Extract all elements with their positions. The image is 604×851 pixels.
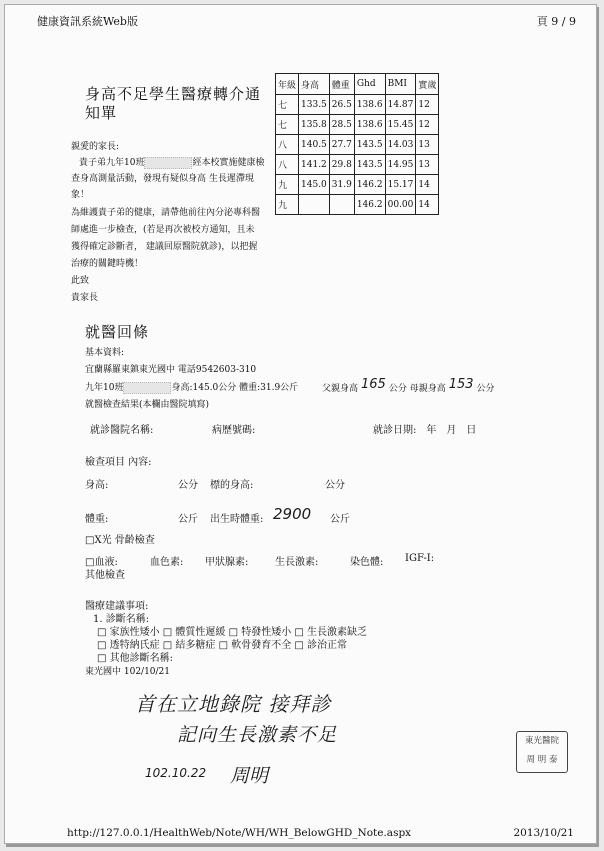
table-cell: 14.95 bbox=[385, 155, 416, 175]
table-row bbox=[276, 95, 439, 115]
notice-p1d: 象！ bbox=[71, 190, 90, 200]
notice-p1c: 查身高測量活動，發現有疑似身高 生長遲滯現 bbox=[71, 174, 254, 184]
basic-info-label: 基本資料: bbox=[85, 348, 125, 358]
th-weight: 體重 bbox=[329, 74, 354, 95]
growth-table bbox=[275, 73, 439, 215]
table-row bbox=[276, 115, 439, 135]
height-unit: 公分 bbox=[476, 384, 495, 394]
table-cell: 135.8 bbox=[299, 115, 330, 135]
table-row bbox=[276, 135, 439, 155]
mother-height-value: 153 bbox=[448, 377, 474, 392]
diagnosis-options-1: □ 家族性矮小 □ 體質性遲緩 □ 特發性矮小 □ 生長激素缺乏 bbox=[97, 627, 368, 638]
height-label: 身高: bbox=[85, 480, 109, 491]
table-cell: 14 bbox=[416, 195, 439, 215]
table-cell: 九 bbox=[276, 175, 299, 195]
table-cell: 28.5 bbox=[329, 115, 354, 135]
table-cell: 27.7 bbox=[329, 135, 354, 155]
hemoglobin-label: 血色素: bbox=[150, 557, 184, 568]
birth-weight-value: 2900 bbox=[273, 505, 312, 523]
xray-checkbox: □X光 骨齡檢查 bbox=[85, 535, 155, 546]
notice-title-1: 身高不足學生醫療轉介通 bbox=[85, 85, 262, 103]
reply-title: 就醫回條 bbox=[85, 323, 150, 341]
table-cell bbox=[299, 195, 330, 215]
table-cell: 00.00 bbox=[385, 195, 416, 215]
table-cell: 138.6 bbox=[354, 95, 385, 115]
weight-unit: 公斤 bbox=[178, 514, 198, 525]
hospital-name-label: 就診醫院名稱: bbox=[90, 425, 154, 436]
table-cell: 143.5 bbox=[354, 155, 385, 175]
table-cell: 14 bbox=[416, 175, 439, 195]
student-stats-row bbox=[85, 380, 298, 394]
blood-checkbox: □血液: bbox=[85, 557, 118, 568]
notice-p2d: 治療的關鍵時機！ bbox=[71, 259, 144, 269]
table-cell: 145.0 bbox=[299, 175, 330, 195]
result-note: 就醫檢查結果(本欄由醫院填寫) bbox=[85, 400, 210, 410]
table-cell: 14.03 bbox=[385, 135, 416, 155]
notice-p1a-row bbox=[79, 155, 264, 169]
table-cell: 138.6 bbox=[354, 115, 385, 135]
stamp-line-1: 東光醫院 bbox=[524, 736, 559, 746]
table-cell: 143.5 bbox=[354, 135, 385, 155]
table-cell: 八 bbox=[276, 155, 299, 175]
handwritten-date: 102.10.22 bbox=[145, 766, 207, 780]
table-cell: 133.5 bbox=[299, 95, 330, 115]
notice-p2b: 師處進一步檢查，(若是再次被校方通知，且未 bbox=[71, 225, 255, 235]
table-cell: 13 bbox=[416, 135, 439, 155]
table-row bbox=[276, 155, 439, 175]
greeting: 親愛的家長: bbox=[71, 142, 120, 152]
table-cell: 13 bbox=[416, 155, 439, 175]
table-cell: 140.5 bbox=[299, 135, 330, 155]
chromosome-label: 染色體: bbox=[350, 557, 384, 568]
handwritten-line-2: 記向生長激素不足 bbox=[177, 724, 338, 746]
table-cell: 12 bbox=[416, 115, 439, 135]
table-cell: 14.87 bbox=[385, 95, 416, 115]
table-cell: 八 bbox=[276, 135, 299, 155]
table-header-row bbox=[276, 74, 439, 95]
table-cell: 七 bbox=[276, 115, 299, 135]
notice-p2c: 獲得確定診斷者， 建議回原醫院就診)，以把握 bbox=[71, 242, 258, 252]
notice-p2a: 為維護貴子弟的健康，請帶他前往內分泌專科醫 bbox=[71, 208, 261, 218]
birth-weight-unit: 公斤 bbox=[330, 514, 350, 525]
table-cell: 26.5 bbox=[329, 95, 354, 115]
redacted-name bbox=[144, 157, 192, 169]
table-cell: 146.2 bbox=[354, 195, 385, 215]
th-grade: 年級 bbox=[276, 74, 299, 95]
target-height-label: 標的身高: bbox=[210, 480, 254, 491]
student-stats: 身高:145.0公分 體重:31.9公斤 bbox=[171, 383, 299, 393]
document-sheet bbox=[4, 4, 597, 844]
thyroxine-label: 甲狀腺素: bbox=[205, 557, 249, 568]
table-cell: 15.17 bbox=[385, 175, 416, 195]
table-cell: 九 bbox=[276, 195, 299, 215]
table-cell: 15.45 bbox=[385, 115, 416, 135]
table-cell: 七 bbox=[276, 95, 299, 115]
weight-label: 體重: bbox=[85, 514, 109, 525]
table-cell: 31.9 bbox=[329, 175, 354, 195]
closing-1: 此致 bbox=[71, 276, 90, 286]
diagnosis-options-2: □ 透特納氏症 □ 結多糖症 □ 軟骨發育不全 □ 診治正常 bbox=[97, 640, 348, 651]
record-number-label: 病歷號碼: bbox=[212, 425, 256, 436]
table-row bbox=[276, 175, 439, 195]
th-bmi: BMI bbox=[385, 74, 416, 95]
height-unit-1: 公分 bbox=[178, 480, 198, 491]
advice-label: 醫療建議事項: bbox=[85, 601, 149, 612]
page-number: 頁 9 / 9 bbox=[536, 15, 576, 28]
father-height-value: 165 bbox=[361, 377, 386, 392]
table-cell: 146.2 bbox=[354, 175, 385, 195]
school-info: 宜蘭縣羅東鎮東光國中 電話9542603-310 bbox=[85, 365, 257, 375]
table-cell: 12 bbox=[416, 95, 439, 115]
handwritten-line-1: 首在立地錄院 接拜診 bbox=[135, 692, 332, 716]
father-height-label: 父親身高 bbox=[322, 384, 359, 394]
visit-date-label: 就診日期: 年 月 日 bbox=[373, 425, 477, 436]
mother-height-label: 公分 母親身高 bbox=[388, 384, 446, 394]
handwritten-signature: 周明 bbox=[230, 765, 269, 787]
closing-2: 貴家長 bbox=[71, 293, 99, 303]
diagnosis-label: 1. 診斷名稱: bbox=[93, 614, 150, 625]
footer-url: http://127.0.0.1/HealthWeb/Note/WH/WH_BelowGHD_Note.aspx bbox=[67, 827, 412, 839]
parent-height-row bbox=[322, 377, 495, 395]
th-age: 實歲 bbox=[416, 74, 439, 95]
target-height-unit: 公分 bbox=[325, 480, 345, 491]
notice-p1a: 貴子弟九年10班 bbox=[79, 158, 145, 168]
stamp-line-2: 周 明 泰 bbox=[526, 755, 558, 765]
other-exam-label: 其他檢查 bbox=[85, 570, 125, 581]
diagnosis-options-3: □ 其他診斷名稱: bbox=[97, 653, 173, 664]
footer-date: 2013/10/21 bbox=[513, 827, 574, 839]
header-title: 健康資訊系統Web版 bbox=[37, 15, 138, 28]
th-ghd: Ghd bbox=[354, 74, 385, 95]
birth-weight-label: 出生時體重: bbox=[210, 514, 264, 525]
student-class: 九年10班 bbox=[85, 383, 124, 393]
table-cell: 141.2 bbox=[299, 155, 330, 175]
th-height: 身高 bbox=[299, 74, 330, 95]
growth-hormone-label: 生長激素: bbox=[275, 557, 319, 568]
hospital-stamp bbox=[516, 731, 568, 773]
igf-label: IGF-I: bbox=[405, 553, 435, 564]
school-sign-date: 東光國中 102/10/21 bbox=[85, 667, 171, 677]
table-cell: 29.8 bbox=[329, 155, 354, 175]
notice-title-2: 知單 bbox=[85, 104, 118, 122]
notice-p1b: 經本校實施健康檢 bbox=[192, 158, 265, 168]
exam-items-label: 檢查項目 內容: bbox=[85, 457, 152, 468]
redacted-name-2 bbox=[123, 382, 171, 394]
table-row bbox=[276, 195, 439, 215]
table-cell bbox=[329, 195, 354, 215]
